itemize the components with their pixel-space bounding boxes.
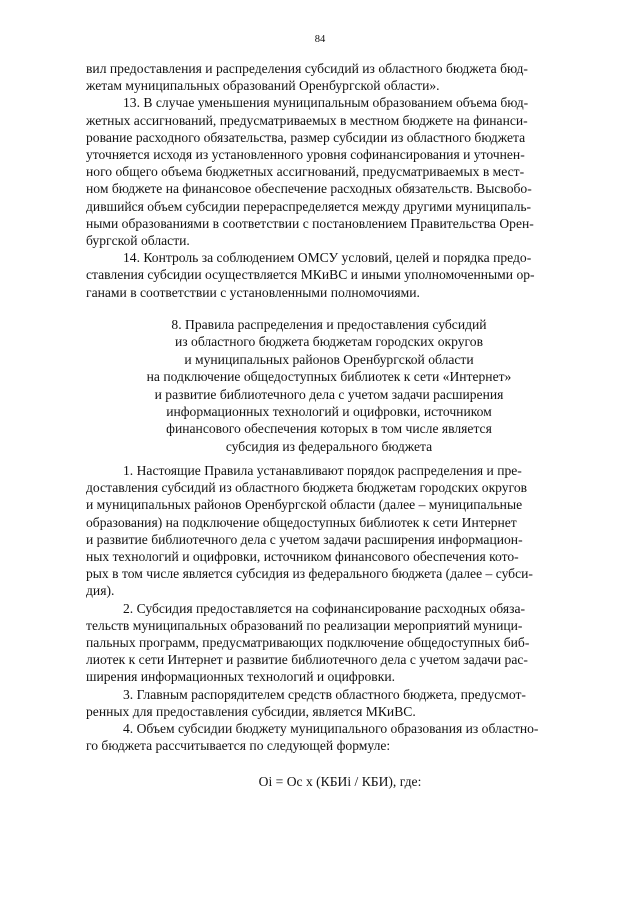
text-line: дившийся объем субсидии перераспределяется между другими муниципаль- (86, 198, 532, 214)
text-line: ренных для предоставления субсидии, является МКиВС. (86, 703, 416, 719)
paragraph-continuation (86, 60, 572, 94)
text-line: рование расходного обязательства, размер субсидии из областного бюджета (86, 129, 526, 145)
text-line: 1. Настоящие Правила устанавливают порядок распределения и пре- (123, 463, 522, 478)
text-line: ном бюджете на финансовое обеспечение расходных обязательств. Высвобо- (86, 181, 532, 197)
text-line: уточняется исходя из установленного уровня софинансирования и уточнен- (86, 147, 525, 163)
paragraph-rule-4 (86, 720, 572, 754)
paragraph-rule-1 (86, 462, 572, 600)
text-line: 14. Контроль за соблюдением ОМСУ условий, целей и порядка предо- (123, 250, 532, 266)
text-block-bottom (86, 462, 572, 754)
heading-line: информационных технологий и оцифровки, источником (166, 404, 492, 420)
page-number: 84 (314, 34, 326, 45)
text-line: жетных ассигнований, предусматриваемых в местном бюджете на финанси- (86, 112, 528, 128)
text-line: го бюджета рассчитывается по следующей формуле: (86, 738, 391, 754)
text-line: вил предоставления и распределения субсидий из областного бюджета бюд- (86, 61, 528, 76)
paragraph-clause-14 (86, 249, 572, 301)
text-line: рых в том числе является субсидия из федерального бюджета (далее – субси- (86, 566, 533, 582)
section-heading (86, 316, 572, 455)
text-line: 13. В случае уменьшения муниципальным образованием объема бюд- (123, 95, 529, 111)
heading-line: из областного бюджета бюджетам городских округов (174, 334, 483, 350)
text-line: и развитие библиотечного дела с учетом задачи расширения информацион- (86, 531, 523, 547)
text-line: и муниципальных районов Оренбургской области (далее – муниципальные (86, 497, 523, 513)
paragraph-rule-3 (86, 686, 572, 720)
heading-line: субсидия из федерального бюджета (225, 438, 433, 454)
text-line: ными образованиями в соответствии с постановлением Правительства Орен- (86, 215, 534, 231)
text-line: ного общего объема бюджетных ассигнований, предусматриваемых в мест- (86, 164, 525, 180)
heading-line: на подключение общедоступных библиотек к сети «Интернет» (146, 369, 512, 385)
heading-line: 8. Правила распределения и предоставления субсидий (171, 317, 487, 332)
text-line: 2. Субсидия предоставляется на софинансирование расходных обяза- (123, 600, 526, 616)
subsidy-formula: Оi = Ос х (КБИi / КБИ), где: (258, 774, 422, 789)
paragraph-clause-13 (86, 94, 572, 249)
heading-line: и развитие библиотечного дела с учетом задачи расширения (154, 386, 504, 402)
heading-line: и муниципальных районов Оренбургской области (184, 351, 474, 367)
text-line: тельств муниципальных образований по реализации мероприятий муници- (86, 617, 523, 633)
text-line: жетам муниципальных образований Оренбургской области». (86, 78, 440, 94)
text-line: 3. Главным распорядителем средств областного бюджета, предусмот- (123, 686, 526, 702)
text-line: ных технологий и оцифровки, источником финансового обеспечения кото- (86, 549, 519, 565)
text-line: пальных программ, предусматривающих подключение общедоступных биб- (86, 635, 530, 651)
text-line: образования) на подключение общедоступных библиотек к сети Интернет (86, 514, 517, 530)
text-line: ставления субсидии осуществляется МКиВС и иными уполномоченными ор- (86, 267, 535, 283)
heading-line: финансового обеспечения которых в том числе является (166, 421, 492, 437)
text-line: ширения информационных технологий и оцифровки. (86, 669, 395, 685)
text-line: ганами в соответствии с установленными полномочиями. (86, 284, 420, 300)
text-line: 4. Объем субсидии бюджету муниципального образования из областно- (123, 721, 539, 737)
text-line: дия). (86, 583, 115, 599)
text-line: доставления субсидий из областного бюджета бюджетам городских округов (86, 480, 528, 496)
text-line: бургской области. (86, 233, 190, 249)
text-block-top (86, 60, 572, 301)
paragraph-rule-2 (86, 600, 572, 686)
text-line: лиотек к сети Интернет и развитие библиотечного дела с учетом задачи рас- (86, 652, 528, 668)
